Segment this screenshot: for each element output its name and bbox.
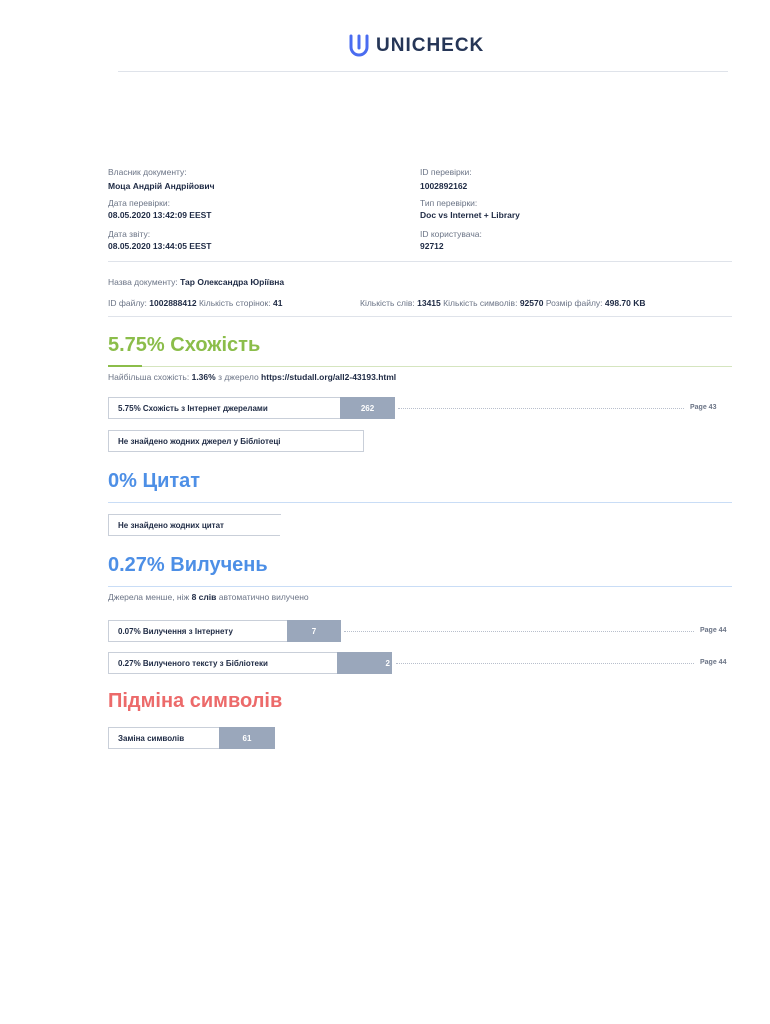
library-exclusion-label: 0.27% Вилученого тексту з Бібліотеки bbox=[118, 659, 268, 668]
internet-similarity-page: Page 43 bbox=[690, 404, 717, 411]
internet-similarity-bar[interactable] bbox=[108, 397, 394, 419]
doc-name-label: Назва документу: bbox=[108, 277, 178, 287]
internet-similarity-count: 262 bbox=[340, 397, 395, 419]
report-date-label: Дата звіту: bbox=[108, 229, 151, 239]
meta-divider bbox=[108, 261, 732, 262]
check-id-label: ID перевірки: bbox=[420, 167, 472, 177]
words-value: 13415 bbox=[417, 298, 441, 308]
replacement-count: 61 bbox=[219, 727, 275, 749]
exclusions-note bbox=[108, 592, 309, 602]
replacement-bar[interactable] bbox=[108, 727, 274, 749]
check-type-label: Тип перевірки: bbox=[420, 198, 478, 208]
check-type-value: Doc vs Internet + Library bbox=[420, 210, 520, 220]
similarity-underline bbox=[108, 366, 732, 367]
library-exclusion-bar[interactable] bbox=[108, 652, 391, 674]
user-id-value: 92712 bbox=[420, 241, 444, 251]
library-similarity-bar[interactable] bbox=[108, 430, 364, 452]
pages-label: Кількість сторінок: bbox=[198, 298, 271, 308]
exclusions-note-prefix: Джерела менше, ніж bbox=[108, 592, 190, 602]
internet-similarity-label: 5.75% Схожість з Інтернет джерелами bbox=[118, 404, 268, 413]
replacement-title: Підміна символів bbox=[108, 690, 283, 712]
file-id-value: 1002888412 bbox=[149, 298, 197, 308]
doc-name-value: Тар Олександра Юріївна bbox=[180, 277, 285, 287]
check-date-label: Дата перевірки: bbox=[108, 198, 170, 208]
words-label: Кількість слів: bbox=[360, 298, 415, 308]
size-value: 498.70 KB bbox=[604, 298, 646, 308]
top-similarity-label: Найбільша схожість: bbox=[108, 372, 190, 382]
size-label: Розмір файлу: bbox=[545, 298, 603, 308]
internet-exclusion-label: 0.07% Вилучення з Інтернету bbox=[118, 627, 233, 636]
internet-exclusion-bar[interactable] bbox=[108, 620, 340, 642]
exclusions-note-suffix: автоматично вилучено bbox=[218, 592, 309, 602]
replacement-label: Заміна символів bbox=[118, 734, 185, 743]
internet-exclusion-count: 7 bbox=[287, 620, 341, 642]
exclusions-note-bold: 8 слів bbox=[191, 592, 217, 602]
report-date-value: 08.05.2020 13:44:05 EEST bbox=[108, 241, 212, 251]
doc-divider bbox=[108, 316, 732, 317]
header-divider bbox=[118, 71, 728, 72]
internet-exclusion-dots bbox=[344, 631, 694, 632]
pages-value: 41 bbox=[272, 298, 283, 308]
library-exclusion-count: 2 bbox=[337, 652, 392, 674]
text-stats-row bbox=[360, 298, 646, 308]
similarity-accent bbox=[108, 365, 142, 367]
library-similarity-label: Не знайдено жодних джерел у Бібліотеці bbox=[118, 437, 281, 446]
citations-title: 0% Цитат bbox=[108, 470, 201, 492]
exclusions-underline bbox=[108, 586, 732, 587]
unicheck-logo bbox=[348, 34, 484, 58]
chars-label: Кількість символів: bbox=[443, 298, 518, 308]
internet-exclusion-page: Page 44 bbox=[700, 627, 727, 634]
check-date-value: 08.05.2020 13:42:09 EEST bbox=[108, 210, 212, 220]
citations-none-label: Не знайдено жодних цитат bbox=[118, 521, 224, 530]
chars-value: 92570 bbox=[519, 298, 544, 308]
top-source-url[interactable]: https://studall.org/all2-43193.html bbox=[261, 372, 397, 382]
library-exclusion-page: Page 44 bbox=[700, 659, 727, 666]
logo-text: UNICHECK bbox=[376, 35, 485, 56]
file-id-label: ID файлу: bbox=[108, 298, 147, 308]
library-exclusion-dots bbox=[396, 663, 694, 664]
exclusions-title: 0.27% Вилучень bbox=[108, 554, 268, 576]
check-id-value: 1002892162 bbox=[420, 181, 468, 191]
owner-value: Моца Андрій Андрійович bbox=[108, 181, 215, 191]
file-info-row bbox=[108, 298, 282, 308]
citations-underline bbox=[108, 502, 732, 503]
user-id-label: ID користувача: bbox=[420, 229, 482, 239]
doc-name-row bbox=[108, 277, 284, 287]
top-source-label: з джерело bbox=[218, 372, 259, 382]
top-similarity-pct: 1.36% bbox=[191, 372, 216, 382]
citations-none-bar[interactable] bbox=[108, 514, 280, 536]
top-similarity-row bbox=[108, 372, 396, 382]
similarity-title: 5.75% Схожість bbox=[108, 334, 261, 356]
internet-similarity-dots bbox=[398, 408, 684, 409]
owner-label: Власник документу: bbox=[108, 167, 187, 177]
unicheck-u-icon bbox=[348, 34, 370, 58]
